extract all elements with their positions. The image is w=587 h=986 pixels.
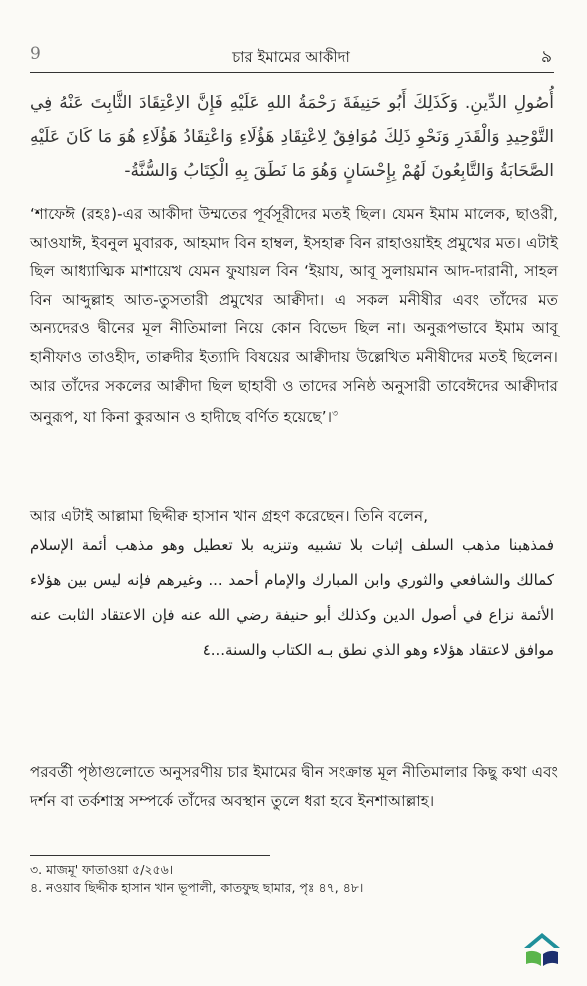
page-header	[30, 44, 552, 72]
footnote-ref-3[interactable]: ৩	[332, 409, 339, 420]
paragraph-1	[30, 200, 558, 432]
footnote-4: ৪. নওয়াব ছিদ্দীক হাসান খান ভূপালী, কাতফুছ ছামার, পৃঃ ৪৭, ৪৮।	[30, 880, 364, 895]
paragraph-2: আর এটাই আল্লামা ছিদ্দীক্ব হাসান খান গ্রহণ করেছেন। তিনি বলেন,	[30, 507, 429, 525]
page-number-right: ৯	[540, 47, 552, 67]
arabic-quote-2: فمذهبنا مذهب السلف إثبات بلا تشبيه وتنزيه بلا تعطيل وهو مذهب أئمة الإسلام كمالك والشافعي والثوري وابن المبارك والإمام أحمد ... وغيرهم فإنه ليس بين هؤلاء الأئمة نزاع في أصول الدين وكذلك أبو حنيفة رضي الله عنه فإن الاعتقاد الثابت عنه موافق لاعتقاد هؤلاء وهو الذي نطق بـه الكتاب والسنة...٤	[30, 536, 554, 659]
paragraph-1-text: ‘শাফেঈ (রহঃ)-এর আকীদা উম্মতের পূর্বসূরীদের মতই ছিল। যেমন ইমাম মালেক, ছাওরী, আওযাঈ, ইবনুল মুবারক, আহমাদ বিন হাম্বল, ইসহাক্ব বিন রাহাওয়াইহ প্রমুখের মত। এটাই ছিল আধ্যাত্মিক মাশায়েখ যেমন ফুযায়ল বিন ‘ইয়ায, আবূ সুলায়মান আদ-দারানী, সাহল বিন আব্দুল্লাহ আত-তুসতারী প্রমুখের আক্বীদা। এ সকল মনীষীর এবং তাঁদের মত অন্যদেরও দ্বীনের মূল নীতিমালা নিয়ে কোন বিভেদ ছিল না। অনুরূপভাবে ইমাম আবূ হানীফাও তাওহীদ, তাক্বদীর ইত্যাদি বিষয়ের আক্বীদায় উল্লেখিত মনীষীদের মতই ছিলেন। আর তাঁদের সকলের আক্বীদা ছিল ছাহাবী ও তাদের সনিষ্ঠ অনুসারী তাবেঈদের আক্বীদার অনুরূপ, যা কিনা কুরআন ও হাদীছে বর্ণিত হয়েছে’।	[30, 205, 558, 427]
header-rule	[30, 72, 554, 73]
footnote-rule	[30, 855, 270, 856]
publisher-logo-icon	[520, 930, 564, 972]
page-number-left: 9	[30, 44, 41, 64]
footnote-3: ৩. মাজমূ' ফাতাওয়া ৫/২৫৬।	[30, 862, 174, 877]
arabic-quote-1: أُصُولِ الدِّينِ. وَكَذَلِكَ أَبُو حَنِيفَةَ رَحْمَةُ اللهِ عَلَيْهِ فَإِنَّ الاِعْتِقَادَ الثَّابِتَ عَنْهُ فِي التَّوْحِيدِ وَالْقَدَرِ وَنَحْوِ ذَلِكَ مُوَافِقٌ لِاعْتِقَادِ هَؤُلَاءِ وَاعْتِقَادُ هَؤُلَاءِ هُوَ مَا كَانَ عَلَيْهِ الصَّحَابَةُ وَالتَّابِعُونَ لَهُمْ بِإِحْسَانٍ وَهُوَ مَا نَطَقَ بِهِ الْكِتَابُ وَالسُّنَّةُ-	[30, 93, 554, 181]
running-title: চার ইমামের আকীদা	[232, 48, 350, 66]
paragraph-3: পরবর্তী পৃষ্ঠাগুলোতে অনুসরণীয় চার ইমামের দ্বীন সংক্রান্ত মূল নীতিমালার কিছু কথা এবং দর্শন বা তর্কশাস্ত্র সম্পর্কে তাঁদের অবস্থান তুলে ধরা হবে ইনশাআল্লাহ।	[30, 763, 558, 810]
